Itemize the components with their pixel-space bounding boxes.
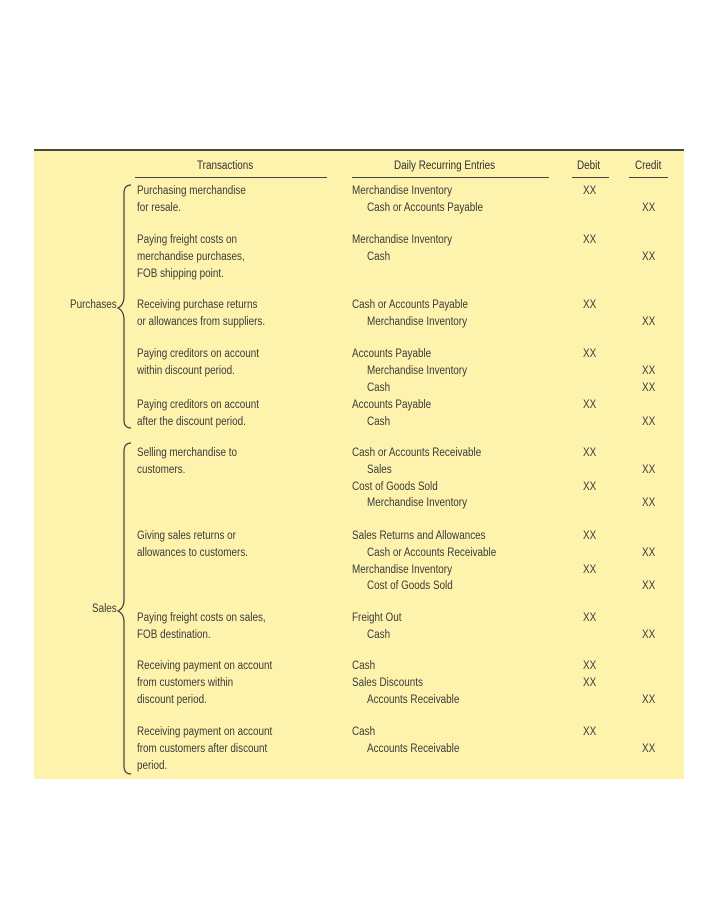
credit-amount: XX — [642, 693, 656, 706]
entry-account: Accounts Payable — [352, 348, 432, 360]
transaction-text: discount period. — [137, 693, 207, 706]
entry-account: Cash or Accounts Payable — [352, 299, 469, 311]
entry-account: Sales — [367, 463, 392, 476]
entry-account: Sales Returns and Allowances — [352, 530, 486, 542]
entry-account: Cash — [367, 628, 391, 641]
entry-account: Cash — [367, 250, 391, 263]
sales-brace — [118, 443, 131, 774]
entry-account: Cash — [352, 660, 376, 672]
transaction-text: for resale. — [137, 201, 181, 214]
entry-account: Merchandise Inventory — [352, 563, 453, 576]
transaction-text: Giving sales returns or — [137, 530, 236, 542]
entry-account: Cash — [367, 415, 391, 428]
credit-amount: XX — [642, 580, 656, 593]
debit-amount: XX — [583, 299, 597, 311]
entry-account: Cost of Goods Sold — [367, 580, 453, 593]
entry-account: Accounts Receivable — [367, 693, 460, 706]
transaction-text: allowances to customers. — [137, 546, 249, 559]
transaction-text: Paying creditors on account — [137, 399, 260, 411]
entry-account: Merchandise Inventory — [367, 364, 468, 377]
transaction-text: after the discount period. — [137, 415, 246, 428]
transaction-text: period. — [137, 759, 168, 772]
entry-account: Cost of Goods Sold — [352, 480, 438, 493]
credit-amount: XX — [642, 742, 656, 755]
entry-account: Cash — [367, 381, 391, 394]
transaction-text: Selling merchandise to — [137, 447, 238, 459]
debit-amount: XX — [583, 447, 597, 459]
transaction-text: Paying freight costs on sales, — [137, 612, 266, 624]
transaction-text: merchandise purchases, — [137, 250, 245, 263]
debit-amount: XX — [583, 563, 597, 576]
debit-amount: XX — [583, 234, 597, 246]
transaction-text: from customers within — [137, 676, 234, 689]
transaction-text: from customers after discount — [137, 742, 268, 755]
entry-account: Cash or Accounts Payable — [367, 201, 484, 214]
debit-amount: XX — [583, 530, 597, 542]
credit-amount: XX — [642, 463, 656, 476]
header-daily-recurring-entries: Daily Recurring Entries — [394, 160, 496, 172]
entry-account: Accounts Payable — [352, 399, 432, 411]
header-transactions: Transactions — [197, 160, 254, 172]
transaction-text: customers. — [137, 463, 186, 476]
debit-amount: XX — [583, 676, 597, 689]
entry-account: Cash or Accounts Receivable — [352, 447, 482, 459]
group-label-purchases: Purchases — [70, 299, 117, 311]
entry-account: Cash or Accounts Receivable — [367, 546, 497, 559]
debit-amount: XX — [583, 726, 597, 738]
transaction-text: Purchasing merchandise — [137, 185, 246, 197]
transaction-text: FOB shipping point. — [137, 267, 224, 280]
transaction-text: FOB destination. — [137, 628, 211, 641]
debit-amount: XX — [583, 660, 597, 672]
transaction-text: Receiving purchase returns — [137, 299, 258, 311]
purchases-brace — [118, 185, 131, 428]
transaction-text: Paying creditors on account — [137, 348, 260, 360]
entry-account: Sales Discounts — [352, 676, 423, 689]
credit-amount: XX — [642, 364, 656, 377]
transaction-text: Receiving payment on account — [137, 660, 273, 672]
transaction-text: Paying freight costs on — [137, 234, 238, 246]
credit-amount: XX — [642, 201, 656, 214]
transaction-text: Receiving payment on account — [137, 726, 273, 738]
header-credit: Credit — [635, 160, 662, 172]
debit-amount: XX — [583, 612, 597, 624]
credit-amount: XX — [642, 250, 656, 263]
credit-amount: XX — [642, 381, 656, 394]
group-label-sales: Sales — [92, 603, 117, 615]
header-debit: Debit — [577, 160, 601, 172]
credit-amount: XX — [642, 497, 656, 510]
debit-amount: XX — [583, 399, 597, 411]
entry-account: Accounts Receivable — [367, 742, 460, 755]
credit-amount: XX — [642, 415, 656, 428]
debit-amount: XX — [583, 348, 597, 360]
debit-amount: XX — [583, 480, 597, 493]
debit-amount: XX — [583, 185, 597, 197]
credit-amount: XX — [642, 628, 656, 641]
entry-account: Freight Out — [352, 612, 402, 624]
credit-amount: XX — [642, 315, 656, 328]
entry-account: Merchandise Inventory — [367, 497, 468, 510]
entry-account: Merchandise Inventory — [352, 185, 453, 197]
credit-amount: XX — [642, 546, 656, 559]
entry-account: Merchandise Inventory — [352, 234, 453, 246]
transaction-text: or allowances from suppliers. — [137, 315, 266, 328]
entry-account: Merchandise Inventory — [367, 315, 468, 328]
transaction-text: within discount period. — [137, 364, 235, 377]
entry-account: Cash — [352, 726, 376, 738]
